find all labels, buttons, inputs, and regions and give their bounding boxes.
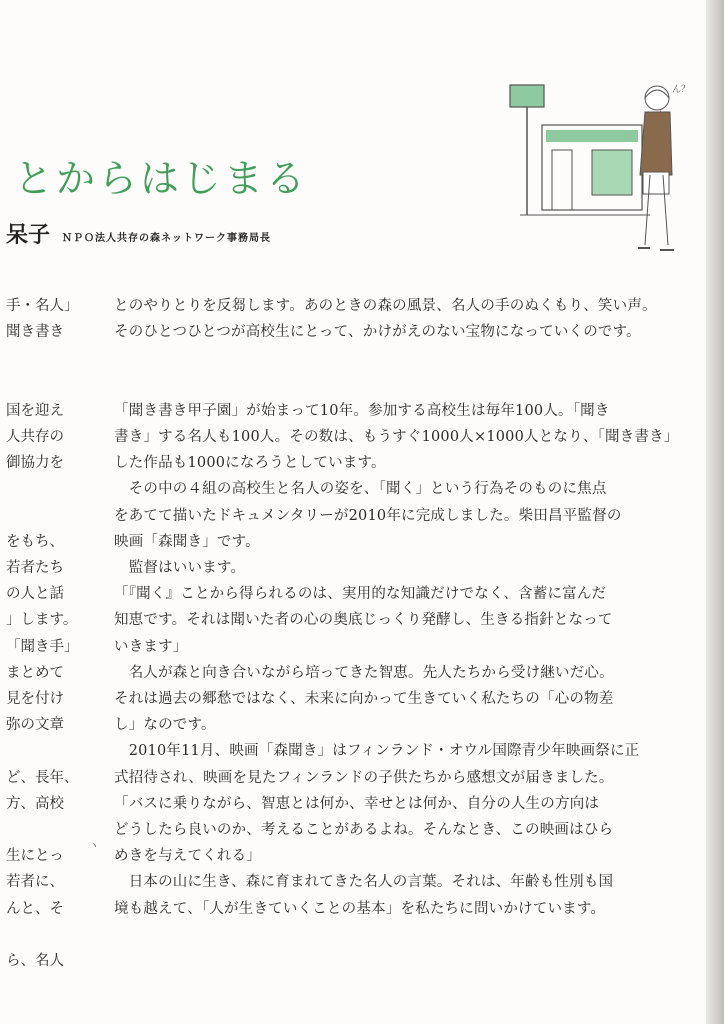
left-column-line: 若者に、 — [6, 874, 64, 891]
body-text-line: 「『聞く』ことから得られるのは、実用的な知識だけでなく、含蓄に富んだ — [114, 586, 607, 603]
left-column-line: 聞き書き — [6, 324, 64, 341]
left-column-line: まとめて — [6, 664, 64, 681]
left-column-line: 弥の文章 — [6, 717, 64, 734]
body-text-line: 2010年11月、映画「森聞き」はフィンランド・オウル国際青少年映画祭に正 — [114, 743, 640, 760]
left-column-line: 人共存の — [6, 429, 64, 445]
article-title: とからはじまる — [14, 157, 309, 202]
body-text-line: 境も越えて、「人が生きていくことの基本」を私たちに問いかけています。 — [114, 900, 606, 917]
left-column-fragments — [0, 288, 100, 988]
body-text-line: 知恵です。それは聞いた者の心の奥底じっくり発酵し、生きる指針となって — [114, 612, 613, 629]
author-affiliation: ＮＰＯ法人共存の森ネットワーク事務局長 — [62, 233, 271, 244]
body-text-line: 映画「森聞き」です。 — [114, 533, 260, 550]
body-text-line: した作品も1000になろうとしています。 — [114, 455, 386, 472]
body-text-line: 式招待され、映画を見たフィンランドの子供たちから感想文が届きました。 — [114, 769, 614, 786]
main-column-body — [114, 288, 679, 988]
girl-at-bus-stop-illustration — [500, 80, 700, 270]
body-text-line: その中の４組の高校生と名人の姿を、「聞く」という行為そのものに焦点 — [114, 481, 607, 498]
body-text-line: いきます」 — [114, 638, 188, 655]
left-column-line: 」します。 — [6, 612, 78, 629]
speech-mark: ん？ — [672, 85, 691, 95]
body-text-line: 名人が森と向き合いながら培ってきた智恵。先人たちから受け継いだ心。 — [114, 664, 614, 681]
body-text-line: し」なのです。 — [114, 717, 216, 734]
left-column-line: 生にとっ — [6, 848, 64, 865]
margin-mark: ヽ — [88, 838, 101, 852]
left-column-line: 御協力を — [6, 455, 64, 472]
author-name: 呆子 — [6, 222, 51, 248]
body-text-line: とのやりとりを反芻します。あのときの森の風景、名人の手のぬくもり、笑い声。 — [114, 298, 657, 314]
left-column-line: の人と話 — [6, 586, 64, 603]
left-column-line: ど、長年、 — [6, 769, 79, 786]
body-text-line: 書き」する名人も100人。その数は、もうすぐ1000人×1000人となり、「聞き書き」 — [114, 429, 679, 445]
body-text-line: そのひとつひとつが高校生にとって、かけがえのない宝物になっていくのです。 — [114, 324, 641, 341]
left-column-line: 国を迎え — [6, 402, 64, 419]
left-column-line: 手・名人」 — [6, 298, 79, 314]
body-text-line: それは過去の郷愁ではなく、未来に向かって生きていく私たちの「心の物差 — [114, 691, 614, 707]
left-column-line: んと、そ — [6, 900, 64, 917]
body-text-line: 「バスに乗りながら、智恵とは何か、幸せとは何か、自分の人生の方向は — [114, 795, 600, 812]
left-column-line: ら、名人 — [6, 953, 64, 969]
body-text-line: をあてて描いたドキュメンタリーが2010年に完成しました。柴田昌平監督の — [114, 507, 622, 524]
left-column-line: 「聞き手」 — [6, 638, 79, 655]
left-column-line: 方、高校 — [6, 795, 64, 812]
left-column-line: 若者たち — [6, 560, 64, 576]
left-column-line: 見を付け — [6, 691, 64, 707]
body-text-line: どうしたら良いのか、考えることがあるよね。そんなとき、この映画はひら — [114, 822, 614, 838]
page-edge — [706, 0, 724, 1024]
body-text-line: 監督はいいます。 — [114, 560, 246, 576]
body-text-line: めきを与えてくれる」 — [114, 848, 261, 865]
body-text-line: 「聞き書き甲子園」が始まって10年。参加する高校生は毎年100人。「聞き — [114, 402, 610, 419]
left-column-line: をもち、 — [6, 533, 64, 550]
body-text-line: 日本の山に生き、森に育まれてきた名人の言葉。それは、年齢も性別も国 — [114, 874, 614, 891]
